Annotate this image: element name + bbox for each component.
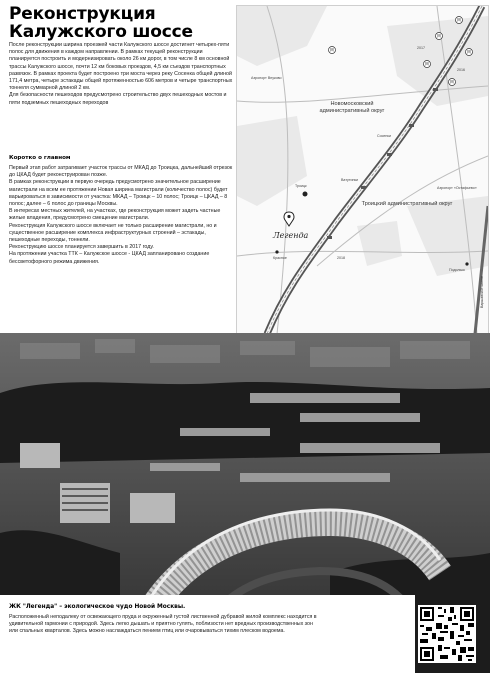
district-label-novomoskovsky: Новомосковский административный округ — [319, 101, 385, 114]
place-troitsk: Троицк — [295, 184, 307, 188]
title-line-1: Реконструкция — [9, 4, 156, 24]
place-sosenki: Сосенки — [377, 134, 391, 138]
place-krasnoe: Красное — [273, 256, 287, 260]
caption-heading: ЖК "Легенда" – экологическое чудо Новой Москвы. — [9, 604, 186, 610]
summary-paragraph: В рамках реконструкции в первую очередь предусмотрено значительное расширение магистрали на всем ее протяжении Новая ширина магистрали (количество полос) будет варьироваться в зависимости от участка: МКАД – Троицк – 10 полос; Троицк – ЦКАД – 8 полос; далее – 6 полос до границы Москвы. — [9, 179, 228, 208]
summary-paragraph: Первый этап работ затрагивает участок трассы от МКАД до Троицка, дальнейший отрезок до ЦКАД будет реконструирован позже. — [9, 165, 233, 179]
intro-text — [9, 42, 233, 107]
route-map — [236, 5, 489, 335]
svg-text:М: М — [437, 33, 441, 39]
intro-paragraph: После реконструкции ширина проезжей части Калужского шоссе достигнет четырех-пяти полос для движения в каждом направлении. В рамках текущей реконструкции планируется построить и модернизировать около 26 км дорог, в том числе 8 км основной трассы Калужского шоссе, почти 12 км боковых проездов, 4,5 км съездов транспортных развязок. В рамках проекта будет построено три моста через реку Сосенка общей длиной 171,4 метра, четыре эстакады общей протяженностью 606 метров и четыре транспортных тоннеля суммарной длиной 2 км. — [9, 42, 233, 92]
map-graphic — [237, 6, 488, 334]
district-label-troitsky: Троицкий административный округ — [361, 201, 453, 207]
map-legend-label: Легенда — [273, 231, 309, 240]
svg-text:М: М — [425, 61, 429, 67]
year-label: 2017 — [417, 46, 425, 50]
svg-text:М: М — [457, 17, 461, 23]
place-ostafievo: Аэропорт «Остафьево» — [437, 186, 477, 190]
road-label-varshavskoe: Варшавское шоссе — [480, 276, 484, 309]
qr-code — [418, 605, 476, 663]
article-title — [9, 5, 234, 41]
qr-code-graphic — [418, 605, 476, 663]
svg-text:М: М — [467, 49, 471, 55]
svg-text:М: М — [450, 79, 454, 85]
title-line-2: Калужского шоссе — [9, 22, 193, 42]
year-label: 2016 — [457, 68, 465, 72]
place-vnukovo: Аэропорт Внуково — [251, 76, 282, 80]
summary-text — [9, 165, 233, 266]
svg-text:М: М — [330, 47, 334, 53]
caption-text: Расположенный неподалеку от освежающего пруда и окруженный густой лиственной дубравой жилой комплекс находится в удивительной гармонии с природой. Здесь легко дышать и приятно гулять, поблизости нет вредных производственных зон или спальных кварталов. Здесь можно наслаждаться пением птиц или очаровываться тихим плеском водоема. — [9, 614, 317, 635]
section-heading: Коротко о главном — [9, 155, 71, 161]
summary-paragraph: Реконструкцию шоссе планируется завершить в 2017 году. — [9, 244, 154, 251]
year-label: 2018 — [337, 256, 345, 260]
summary-paragraph: На протяжении участка ТТК – Калужское шоссе - ЦКАД запланировано создание бессветофорного режима движения. — [9, 251, 210, 265]
place-podolsk: Подольск — [449, 268, 465, 272]
summary-paragraph: В интересах местных жителей, на участках, где реконструкция может задеть частные жилые владения, предусмотрено смещение магистрали. — [9, 208, 221, 222]
summary-paragraph: Реконструкция Калужского шоссе включает не только расширение магистрали, но и существенное расширение комплекса инфраструктурных строений – эстакады, пешеходные переходы, тоннели. — [9, 222, 217, 244]
intro-paragraph: Для безопасности пешеходов предусмотрено строительство двух пешеходных мостов и пяти подземных пешеходных переходов — [9, 92, 227, 106]
place-vatutinki: Ватутинки — [341, 178, 359, 182]
